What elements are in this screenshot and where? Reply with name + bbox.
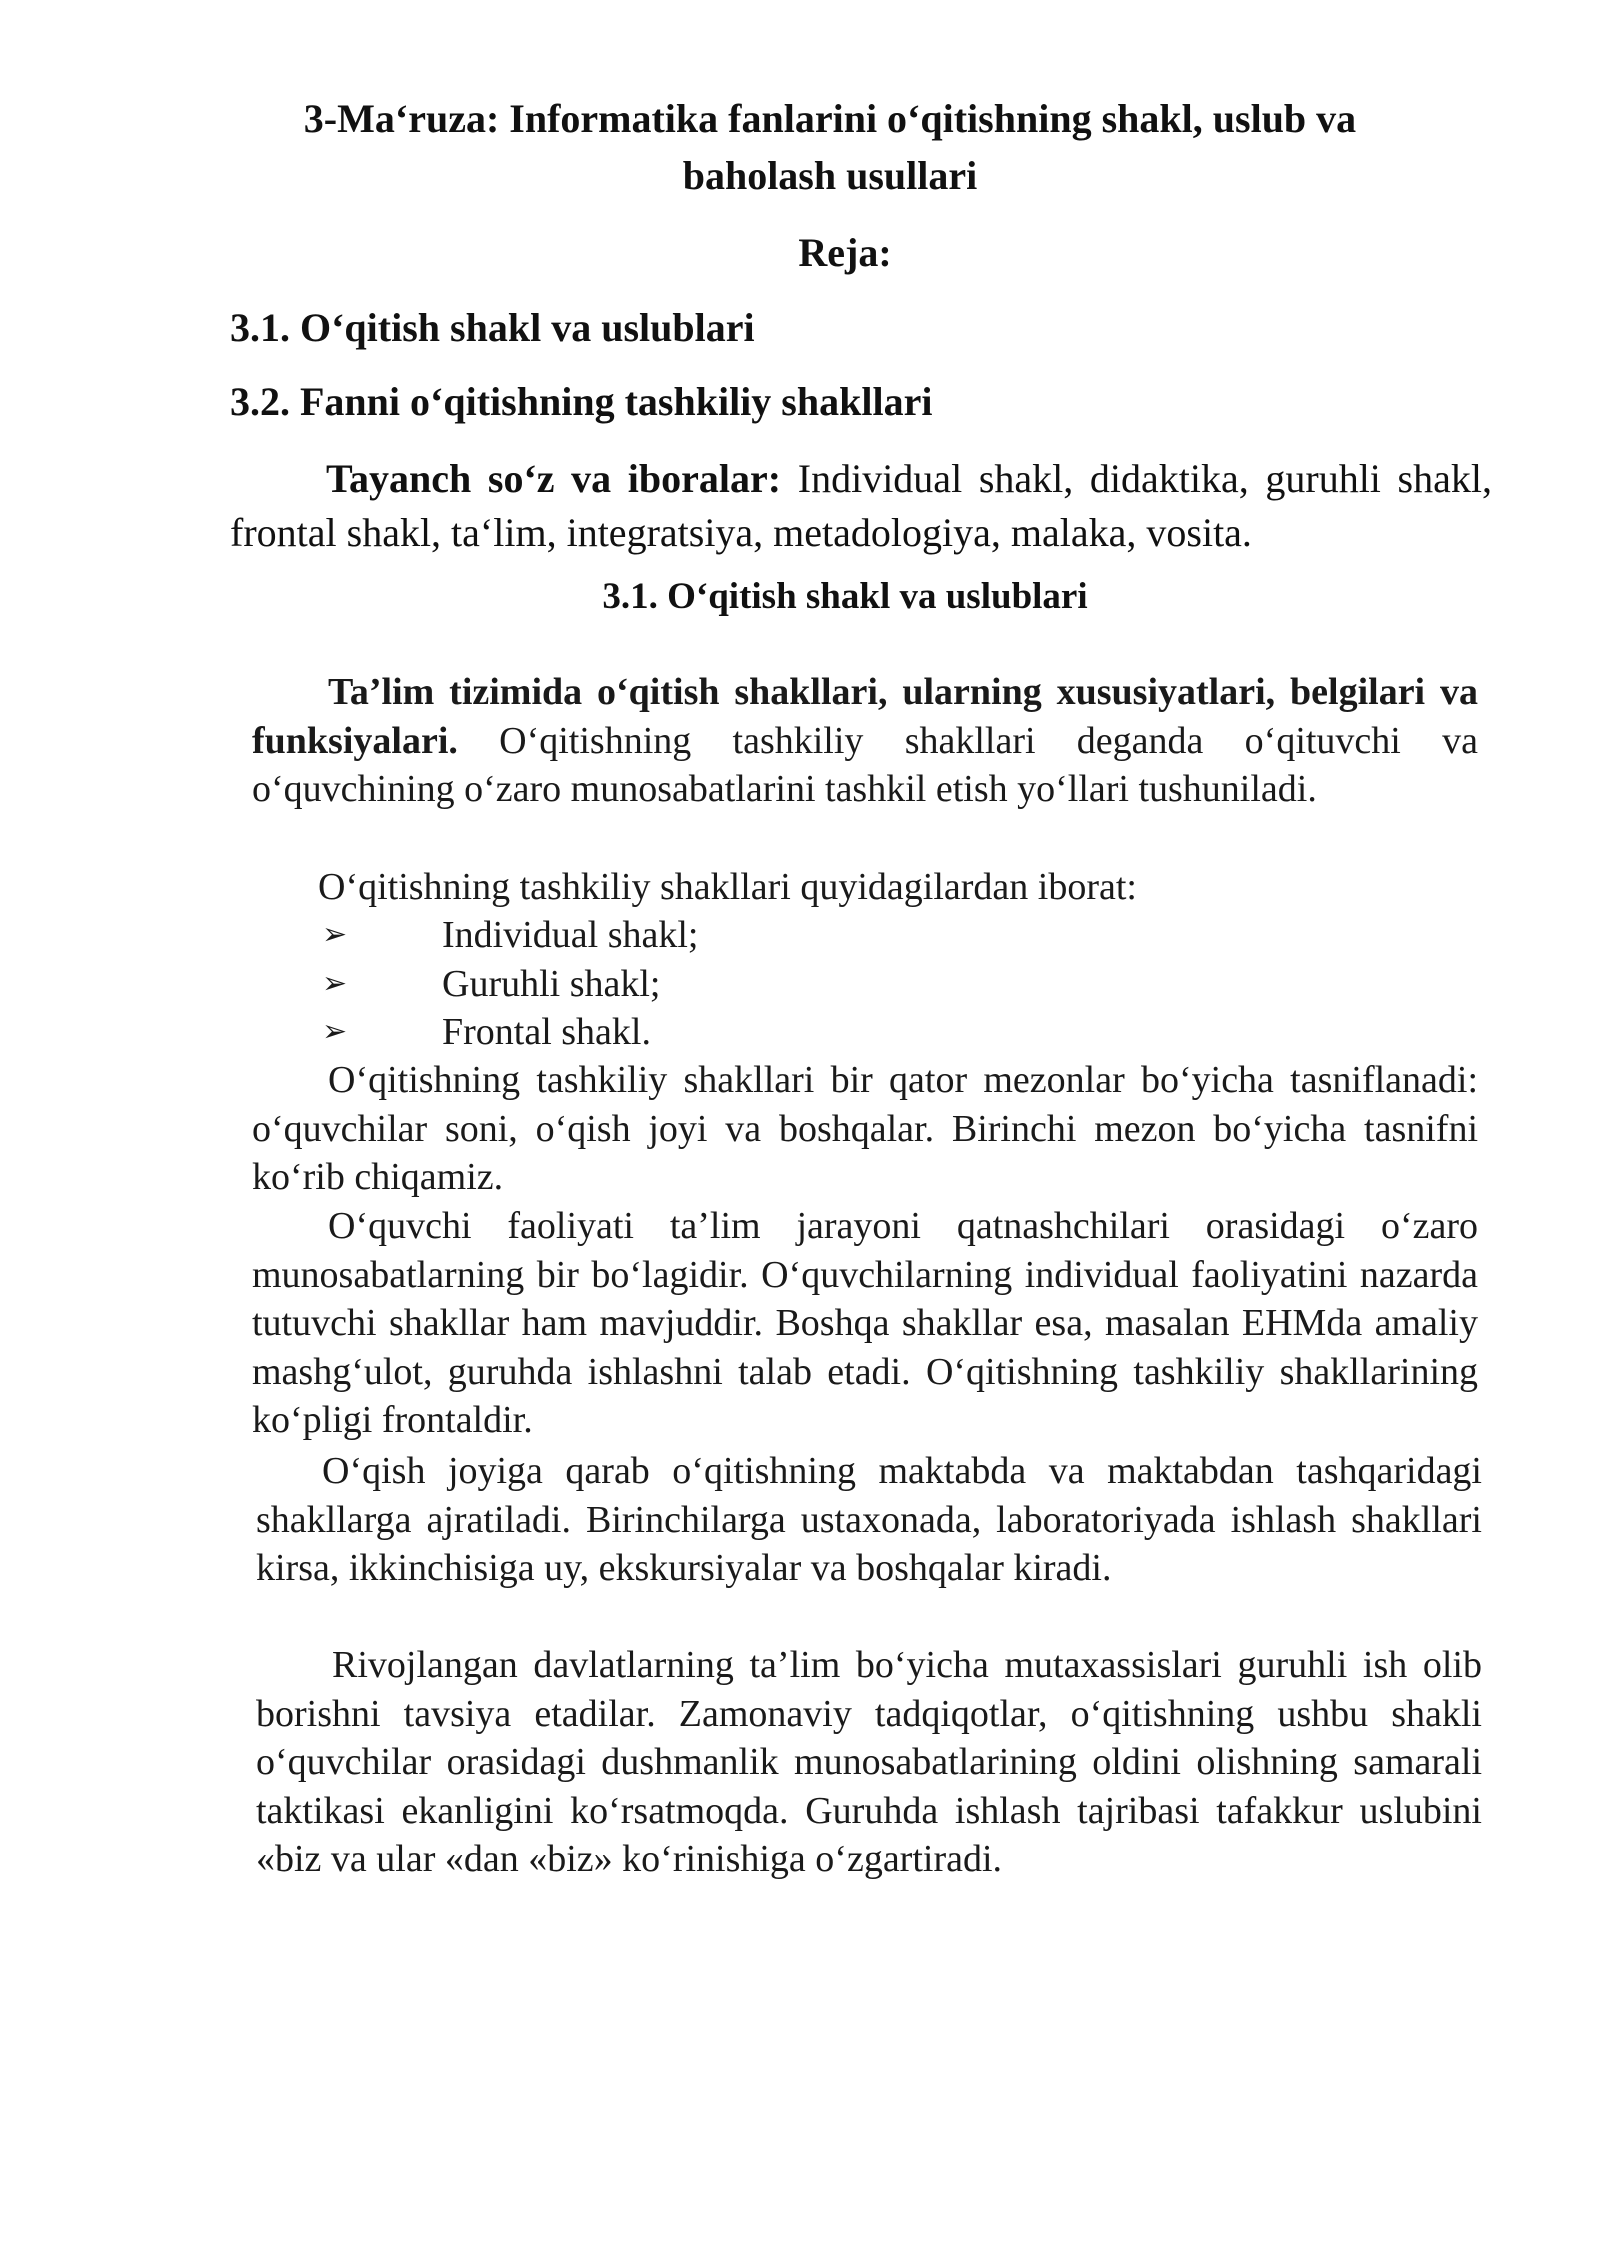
paragraph-text: O‘quvchi faoliyati ta’lim jarayoni qatnashchilari orasidagi o‘zaro munosabatlarning bir bo‘lagidir. O‘quvchilarning individual faoliyatini nazarda tutuvchi shakllar ham mavjuddir. Boshqa shakllar esa, masalan EHMda amaliy mashg‘ulot, guruhda ishlashni talab etadi. O‘qitishning tashkiliy shakllarining ko‘pligi frontaldir. bbox=[252, 1205, 1478, 1441]
paragraph-text: Rivojlangan davlatlarning ta’lim bo‘yicha mutaxassislari guruhli ish olib borishni tavsiya etadilar. Zamonaviy tadqiqotlar, o‘qitishning ushbu shakli o‘quvchilar orasidagi dushmanlik munosabatlarining oldini olishning samarali taktikasi ekanligini ko‘rsatmoqda. Guruhda ishlash tajribasi tafakkur uslubini «biz va ular «dan «biz» ko‘rinishiga o‘zgartiradi. bbox=[256, 1644, 1482, 1880]
list-item-text: Guruhli shakl; bbox=[442, 962, 661, 1005]
body-paragraph bbox=[256, 1641, 1482, 1884]
body-paragraph bbox=[256, 1447, 1482, 1593]
list-item-text: Frontal shakl. bbox=[442, 1011, 651, 1053]
paragraph-bold-lead: Ta’lim tizimida o‘qitish shakllari, ularning xususiyatlari, belgilari va funksiyalari. bbox=[252, 671, 1478, 762]
list-item-text: Individual shakl; bbox=[442, 914, 699, 956]
body-paragraph bbox=[252, 668, 1478, 814]
paragraph-text: O‘qitishning tashkiliy shakllari deganda o‘qituvchi va o‘quvchining o‘zaro munosabatlarini tashkil etish yo‘llari tushuniladi. bbox=[252, 719, 1478, 810]
arrow-bullet-icon: ➢ bbox=[322, 965, 348, 1001]
paragraph-text: O‘qish joyiga qarab o‘qitishning maktabda va maktabdan tashqaridagi shakllarga ajratiladi. Birinchilarga ustaxonada, laboratoriyada ishlash shakllari kirsa, ikkinchisiga uy, ekskursiyalar va boshqalar kiradi. bbox=[256, 1450, 1482, 1589]
arrow-bullet-icon: ➢ bbox=[322, 917, 348, 952]
list-intro bbox=[252, 863, 1478, 912]
paragraph-text: O‘qitishning tashkiliy shakllari bir qator mezonlar bo‘yicha tasniflanadi: o‘quvchilar soni, o‘qish joyi va boshqalar. Birinchi mezon bo‘yicha tasnifni ko‘rib chiqamiz. bbox=[252, 1059, 1478, 1198]
body-paragraph bbox=[252, 1056, 1478, 1202]
keywords-text: Individual shakl, didaktika, guruhli shakl, frontal shakl, ta‘lim, integratsiya, metadologiya, malaka, vosita. bbox=[230, 456, 1492, 555]
plan-item: 3.1. O‘qitish shakl va uslublari bbox=[230, 305, 755, 350]
list-intro-text: O‘qitishning tashkiliy shakllari quyidagilardan iborat: bbox=[318, 866, 1137, 908]
lecture-title: 3-Ma‘ruza: Informatika fanlarini o‘qitishning shakl, uslub va baholash usullari bbox=[303, 96, 1357, 198]
plan-item: 3.2. Fanni o‘qitishning tashkiliy shakllari bbox=[230, 379, 933, 424]
section-heading: 3.1. O‘qitish shakl va uslublari bbox=[602, 576, 1088, 617]
keywords-label: Tayanch so‘z va iboralar: bbox=[326, 456, 782, 501]
arrow-bullet-icon: ➢ bbox=[322, 1014, 348, 1049]
plan-heading: Reja: bbox=[798, 230, 892, 275]
body-paragraph bbox=[252, 1202, 1478, 1445]
keywords-paragraph bbox=[230, 452, 1492, 560]
